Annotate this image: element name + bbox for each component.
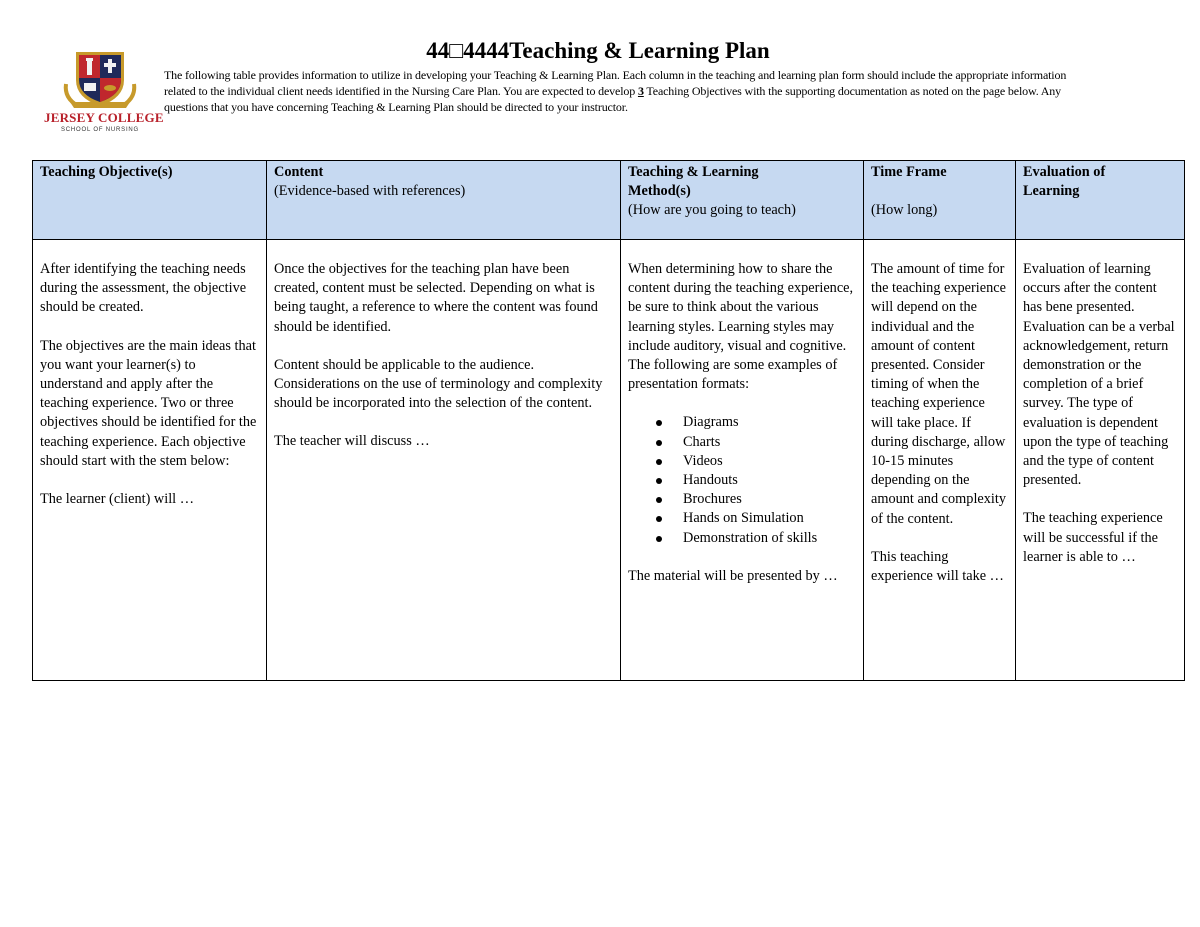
page-title: 44□4444Teaching & Learning Plan bbox=[426, 38, 770, 63]
header-time bbox=[864, 161, 1016, 240]
header-time-note: (How long) bbox=[871, 202, 938, 219]
evaluation-text-1: Evaluation of learning occurs after the content has bene presented. Evaluation can be a verbal acknowledgement, return demonstration or the completion of a brief survey. The type of evaluation is dependent upon the type of teaching and the type of content presented. bbox=[1023, 261, 1175, 489]
time-text-1: The amount of time for the teaching experience will depend on the individual and the amount of content presented. Consider timing of when the teaching experience will take place. If during discharge, allow 10-15 minutes depending on the amount and complexity of the content. bbox=[871, 261, 1006, 527]
header-method-note: (How are you going to teach) bbox=[628, 202, 796, 219]
list-item: Demonstration of skills bbox=[683, 529, 856, 548]
list-item: Brochures bbox=[683, 490, 856, 509]
objective-count: 3 bbox=[637, 84, 644, 98]
header-evaluation-title-line2: Learning bbox=[1023, 183, 1080, 200]
objective-stem: The learner (client) will … bbox=[40, 491, 195, 508]
cell-content bbox=[267, 240, 621, 681]
header-objective bbox=[33, 161, 267, 240]
evaluation-stem: The teaching experience will be successful if the learner is able to … bbox=[1023, 510, 1163, 565]
header-evaluation bbox=[1016, 161, 1185, 240]
list-item: Videos bbox=[683, 452, 856, 471]
header-method-title-line2: Method(s) bbox=[628, 183, 691, 200]
list-item: Hands on Simulation bbox=[683, 509, 856, 528]
cell-method bbox=[621, 240, 864, 681]
intro-paragraph bbox=[164, 67, 1094, 115]
header-method bbox=[621, 161, 864, 240]
objective-text-2: The objectives are the main ideas that you want your learner(s) to understand and apply after the teaching experience. Two or three objectives should be identified for the teaching experience. Each objective should start with the stem below: bbox=[40, 337, 257, 469]
cell-evaluation bbox=[1016, 240, 1185, 681]
method-text-1: When determining how to share the content during the teaching experience, be sure to think about the various learning styles. Learning styles may include auditory, visual and cognitive. The following are some examples of presentation formats: bbox=[628, 261, 854, 393]
content-text-2: Content should be applicable to the audience. Considerations on the use of terminology and complexity should be incorporated into the selection of the content. bbox=[274, 356, 603, 412]
header-time-title: Time Frame bbox=[871, 164, 947, 180]
method-stem: The material will be presented by … bbox=[628, 567, 838, 584]
intro-text-2: Teaching Objectives with the supporting documentation as noted on the page below. Any questions that you have concerning Teaching & Learning Plan should be directed to your instructor. bbox=[164, 84, 1061, 114]
logo-subtitle: SCHOOL OF NURSING bbox=[60, 127, 140, 133]
teaching-plan-table bbox=[32, 160, 1185, 681]
objective-text-1: After identifying the teaching needs during the assessment, the objective should be created. bbox=[40, 261, 247, 316]
table-row bbox=[33, 240, 1185, 681]
header-method-title: Teaching & Learning bbox=[628, 164, 759, 180]
intro-text-1: The following table provides information to utilize in developing your Teaching & Learning Plan. Each column in the teaching and learning plan form should include the appropriate information related to the individual client needs identified in the Nursing Care Plan. You are expected to develop bbox=[164, 68, 1067, 98]
header-content-title: Content bbox=[274, 164, 324, 180]
list-item: Diagrams bbox=[683, 413, 856, 432]
header-content bbox=[267, 161, 621, 240]
content-stem: The teacher will discuss … bbox=[274, 433, 430, 450]
list-item: Handouts bbox=[683, 471, 856, 490]
cell-objective bbox=[33, 240, 267, 681]
time-stem: This teaching experience will take … bbox=[871, 548, 1004, 585]
presentation-formats-list bbox=[628, 413, 856, 547]
cell-time bbox=[864, 240, 1016, 681]
header-objective-title: Teaching Objective(s) bbox=[40, 164, 173, 180]
logo-wordmark: JERSEY COLLEGE bbox=[44, 110, 164, 125]
list-item: Charts bbox=[683, 433, 856, 452]
header-content-note: (Evidence-based with references) bbox=[274, 183, 466, 200]
content-text-1: Once the objectives for the teaching plan have been created, content must be selected. Depending on what is being taught, a reference to where the content was found should be identified. bbox=[274, 261, 598, 335]
table-header-row bbox=[33, 161, 1185, 240]
header-evaluation-title: Evaluation of bbox=[1023, 164, 1106, 180]
